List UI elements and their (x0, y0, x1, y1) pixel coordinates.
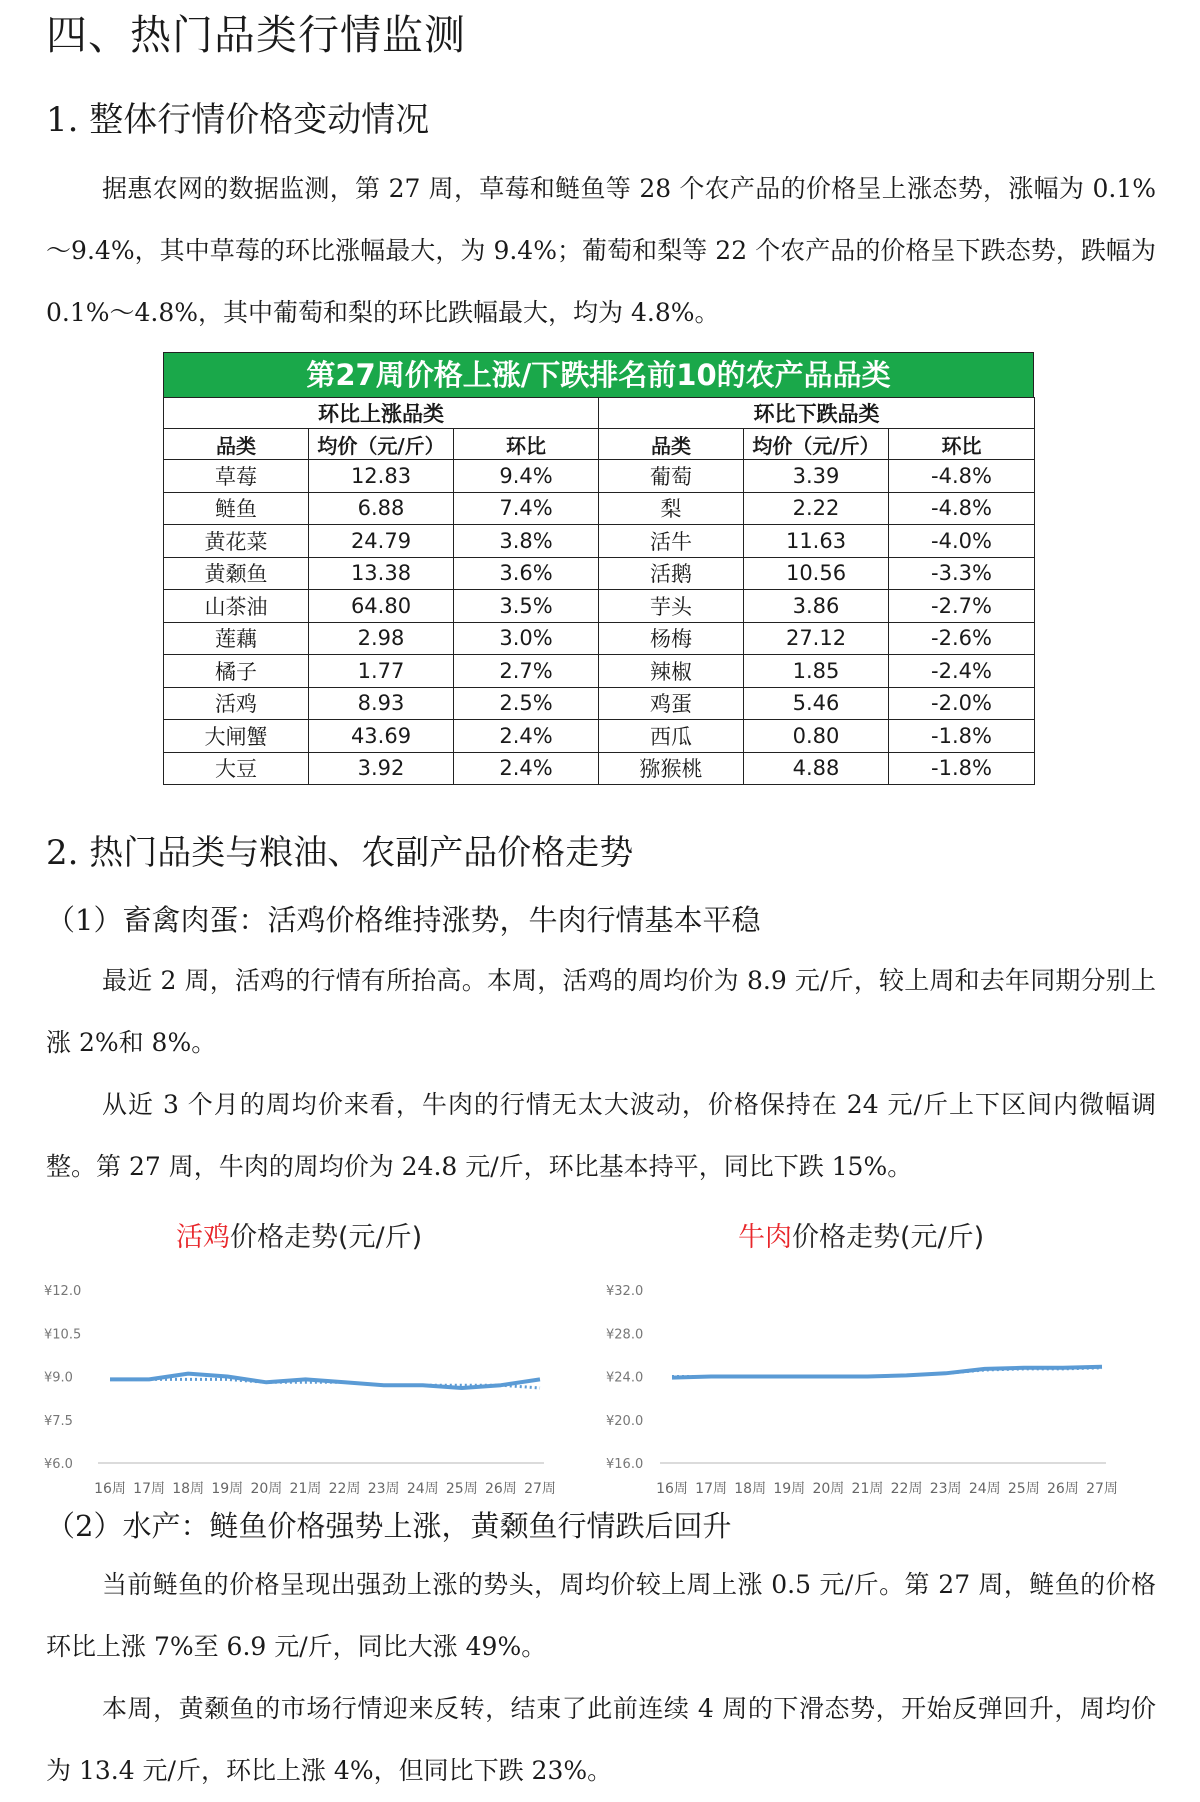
table-cell: 3.0% (454, 622, 599, 655)
subsection2-paragraph-1: 当前鲢鱼的价格呈现出强劲上涨的势头，周均价较上周上涨 0.5 元/斤。第 27 周，鲢鱼的价格环比上涨 7%至 6.9 元/斤，同比大涨 49%。 (46, 1570, 1156, 1661)
table-cell: -1.8% (889, 752, 1035, 785)
table-cell: 芋头 (599, 590, 744, 623)
table-cell: 鲢鱼 (164, 492, 309, 525)
fall-group-header: 环比下跌品类 (599, 398, 1035, 429)
y-tick-label: ¥6.0 (44, 1457, 73, 1472)
beef-price-chart (602, 1210, 1122, 1500)
ranking-table-grid (163, 397, 1035, 785)
table-row (164, 492, 1035, 525)
table-row (164, 590, 1035, 623)
x-tick-label: 20周 (250, 1481, 283, 1497)
table-cell: -2.7% (889, 590, 1035, 623)
table-cell: 大豆 (164, 752, 309, 785)
subsection1-paragraph-2: 从近 3 个月的周均价来看，牛肉的行情无太大波动，价格保持在 24 元/斤上下区间内微幅调整。第 27 周，牛肉的周均价为 24.8 元/斤，环比基本持平，同比下跌 15%。 (46, 1090, 1156, 1181)
table-cell: -2.0% (889, 687, 1035, 720)
table-cell: 4.88 (744, 752, 889, 785)
table-row (164, 752, 1035, 785)
table-cell: -1.8% (889, 720, 1035, 753)
subsection1-heading: （1）畜禽肉蛋：活鸡价格维持涨势，牛肉行情基本平稳 (46, 903, 761, 937)
chart-title-highlight: 牛肉 (738, 1222, 792, 1253)
y-tick-label: ¥24.0 (606, 1370, 644, 1386)
x-tick-label: 26周 (1046, 1481, 1079, 1497)
table-cell: 9.4% (454, 460, 599, 493)
table-row (164, 525, 1035, 558)
table-cell: 13.38 (309, 557, 454, 590)
table-cell: 24.79 (309, 525, 454, 558)
x-tick-label: 18周 (172, 1481, 205, 1497)
y-tick-label: ¥16.0 (606, 1457, 644, 1472)
y-tick-label: ¥32.0 (606, 1284, 644, 1299)
table-cell: 10.56 (744, 557, 889, 590)
y-tick-label: ¥12.0 (44, 1284, 82, 1299)
x-tick-label: 17周 (133, 1481, 166, 1497)
table-cell: 西瓜 (599, 720, 744, 753)
table-cell: 猕猴桃 (599, 752, 744, 785)
table-cell: 27.12 (744, 622, 889, 655)
y-tick-label: ¥7.5 (44, 1413, 73, 1429)
y-tick-label: ¥20.0 (606, 1413, 644, 1429)
table-cell: -4.0% (889, 525, 1035, 558)
table-cell: 莲藕 (164, 622, 309, 655)
table-cell: -4.8% (889, 460, 1035, 493)
table-cell: 8.93 (309, 687, 454, 720)
table-cell: 0.80 (744, 720, 889, 753)
x-tick-label: 23周 (929, 1481, 962, 1497)
table-cell: 活鸡 (164, 687, 309, 720)
table-cell: -2.4% (889, 655, 1035, 688)
x-tick-label: 22周 (890, 1481, 923, 1497)
table-row (164, 460, 1035, 493)
section1-heading: 1. 整体行情价格变动情况 (46, 100, 430, 140)
table-cell: 活鹅 (599, 557, 744, 590)
x-tick-label: 27周 (524, 1481, 556, 1497)
x-tick-label: 22周 (328, 1481, 361, 1497)
table-cell: 黄花菜 (164, 525, 309, 558)
x-tick-label: 26周 (484, 1481, 517, 1497)
beef-price-chart-svg (602, 1210, 1122, 1500)
x-tick-label: 24周 (406, 1481, 439, 1497)
table-cell: -3.3% (889, 557, 1035, 590)
x-tick-label: 23周 (367, 1481, 400, 1497)
x-tick-label: 16周 (656, 1481, 688, 1497)
table-cell: 橘子 (164, 655, 309, 688)
section1-paragraph: 据惠农网的数据监测，第 27 周，草莓和鲢鱼等 28 个农产品的价格呈上涨态势，涨幅为 0.1%～9.4%，其中草莓的环比涨幅最大，为 9.4%；葡萄和梨等 22 个农产品的价格呈下跌态势，跌幅为 0.1%～4.8%，其中葡萄和梨的环比跌幅最大，均为 4.8%。 (46, 174, 1156, 327)
table-cell: -2.6% (889, 622, 1035, 655)
x-tick-label: 19周 (773, 1481, 806, 1497)
table-row (164, 655, 1035, 688)
column-header: 品类 (164, 429, 309, 460)
table-row (164, 622, 1035, 655)
table-cell: 64.80 (309, 590, 454, 623)
table-cell: 黄颡鱼 (164, 557, 309, 590)
table-cell: 山茶油 (164, 590, 309, 623)
table-cell: 3.6% (454, 557, 599, 590)
table-cell: 鸡蛋 (599, 687, 744, 720)
x-tick-label: 17周 (695, 1481, 728, 1497)
table-cell: 2.5% (454, 687, 599, 720)
x-tick-label: 27周 (1086, 1481, 1118, 1497)
column-header: 环比 (889, 429, 1035, 460)
y-tick-label: ¥10.5 (44, 1327, 82, 1343)
column-header: 品类 (599, 429, 744, 460)
ranking-table (163, 352, 1034, 785)
x-tick-label: 18周 (734, 1481, 767, 1497)
chicken-price-chart-svg (40, 1210, 560, 1500)
column-header: 均价（元/斤） (744, 429, 889, 460)
table-cell: 杨梅 (599, 622, 744, 655)
subsection2-paragraph-2: 本周，黄颡鱼的市场行情迎来反转，结束了此前连续 4 周的下滑态势，开始反弹回升，周均价为 13.4 元/斤，环比上涨 4%，但同比下跌 23%。 (46, 1694, 1156, 1785)
chart-title (738, 1222, 984, 1253)
table-cell: 6.88 (309, 492, 454, 525)
page-title: 四、热门品类行情监测 (46, 11, 466, 59)
table-cell: 梨 (599, 492, 744, 525)
chicken-price-chart (40, 1210, 560, 1500)
table-cell: 活牛 (599, 525, 744, 558)
table-cell: 3.86 (744, 590, 889, 623)
x-tick-label: 19周 (211, 1481, 244, 1497)
table-cell: 3.92 (309, 752, 454, 785)
table-cell: 1.85 (744, 655, 889, 688)
x-tick-label: 20周 (812, 1481, 845, 1497)
table-cell: 辣椒 (599, 655, 744, 688)
chart-title-rest: 价格走势(元/斤) (792, 1222, 985, 1253)
x-tick-label: 16周 (94, 1481, 126, 1497)
section2-heading: 2. 热门品类与粮油、农副产品价格走势 (46, 833, 634, 873)
subsection1-paragraph-1: 最近 2 周，活鸡的行情有所抬高。本周，活鸡的周均价为 8.9 元/斤，较上周和去年同期分别上涨 2%和 8%。 (46, 966, 1156, 1057)
table-cell: 2.4% (454, 752, 599, 785)
x-tick-label: 25周 (1007, 1481, 1040, 1497)
table-cell: 2.4% (454, 720, 599, 753)
table-row (164, 720, 1035, 753)
x-tick-label: 25周 (445, 1481, 478, 1497)
chart-title-highlight: 活鸡 (176, 1222, 230, 1253)
x-tick-label: 24周 (968, 1481, 1001, 1497)
table-cell: 43.69 (309, 720, 454, 753)
subsection2-heading: （2）水产：鲢鱼价格强势上涨，黄颡鱼行情跌后回升 (46, 1509, 732, 1543)
rise-group-header: 环比上涨品类 (164, 398, 599, 429)
table-cell: 12.83 (309, 460, 454, 493)
table-title: 第27周价格上涨/下跌排名前10的农产品品类 (163, 352, 1034, 397)
table-cell: 葡萄 (599, 460, 744, 493)
column-header: 环比 (454, 429, 599, 460)
table-cell: 11.63 (744, 525, 889, 558)
y-tick-label: ¥9.0 (44, 1370, 73, 1386)
column-header: 均价（元/斤） (309, 429, 454, 460)
table-cell: 3.39 (744, 460, 889, 493)
table-cell: 1.77 (309, 655, 454, 688)
table-row (164, 557, 1035, 590)
table-cell: -4.8% (889, 492, 1035, 525)
table-cell: 2.98 (309, 622, 454, 655)
x-tick-label: 21周 (851, 1481, 884, 1497)
table-cell: 3.5% (454, 590, 599, 623)
table-cell: 5.46 (744, 687, 889, 720)
x-tick-label: 21周 (289, 1481, 322, 1497)
chart-title-rest: 价格走势(元/斤) (230, 1222, 423, 1253)
table-cell: 2.22 (744, 492, 889, 525)
chart-title (176, 1222, 422, 1253)
table-cell: 3.8% (454, 525, 599, 558)
table-cell: 7.4% (454, 492, 599, 525)
table-row (164, 687, 1035, 720)
y-tick-label: ¥28.0 (606, 1327, 644, 1343)
table-cell: 2.7% (454, 655, 599, 688)
table-cell: 草莓 (164, 460, 309, 493)
table-cell: 大闸蟹 (164, 720, 309, 753)
